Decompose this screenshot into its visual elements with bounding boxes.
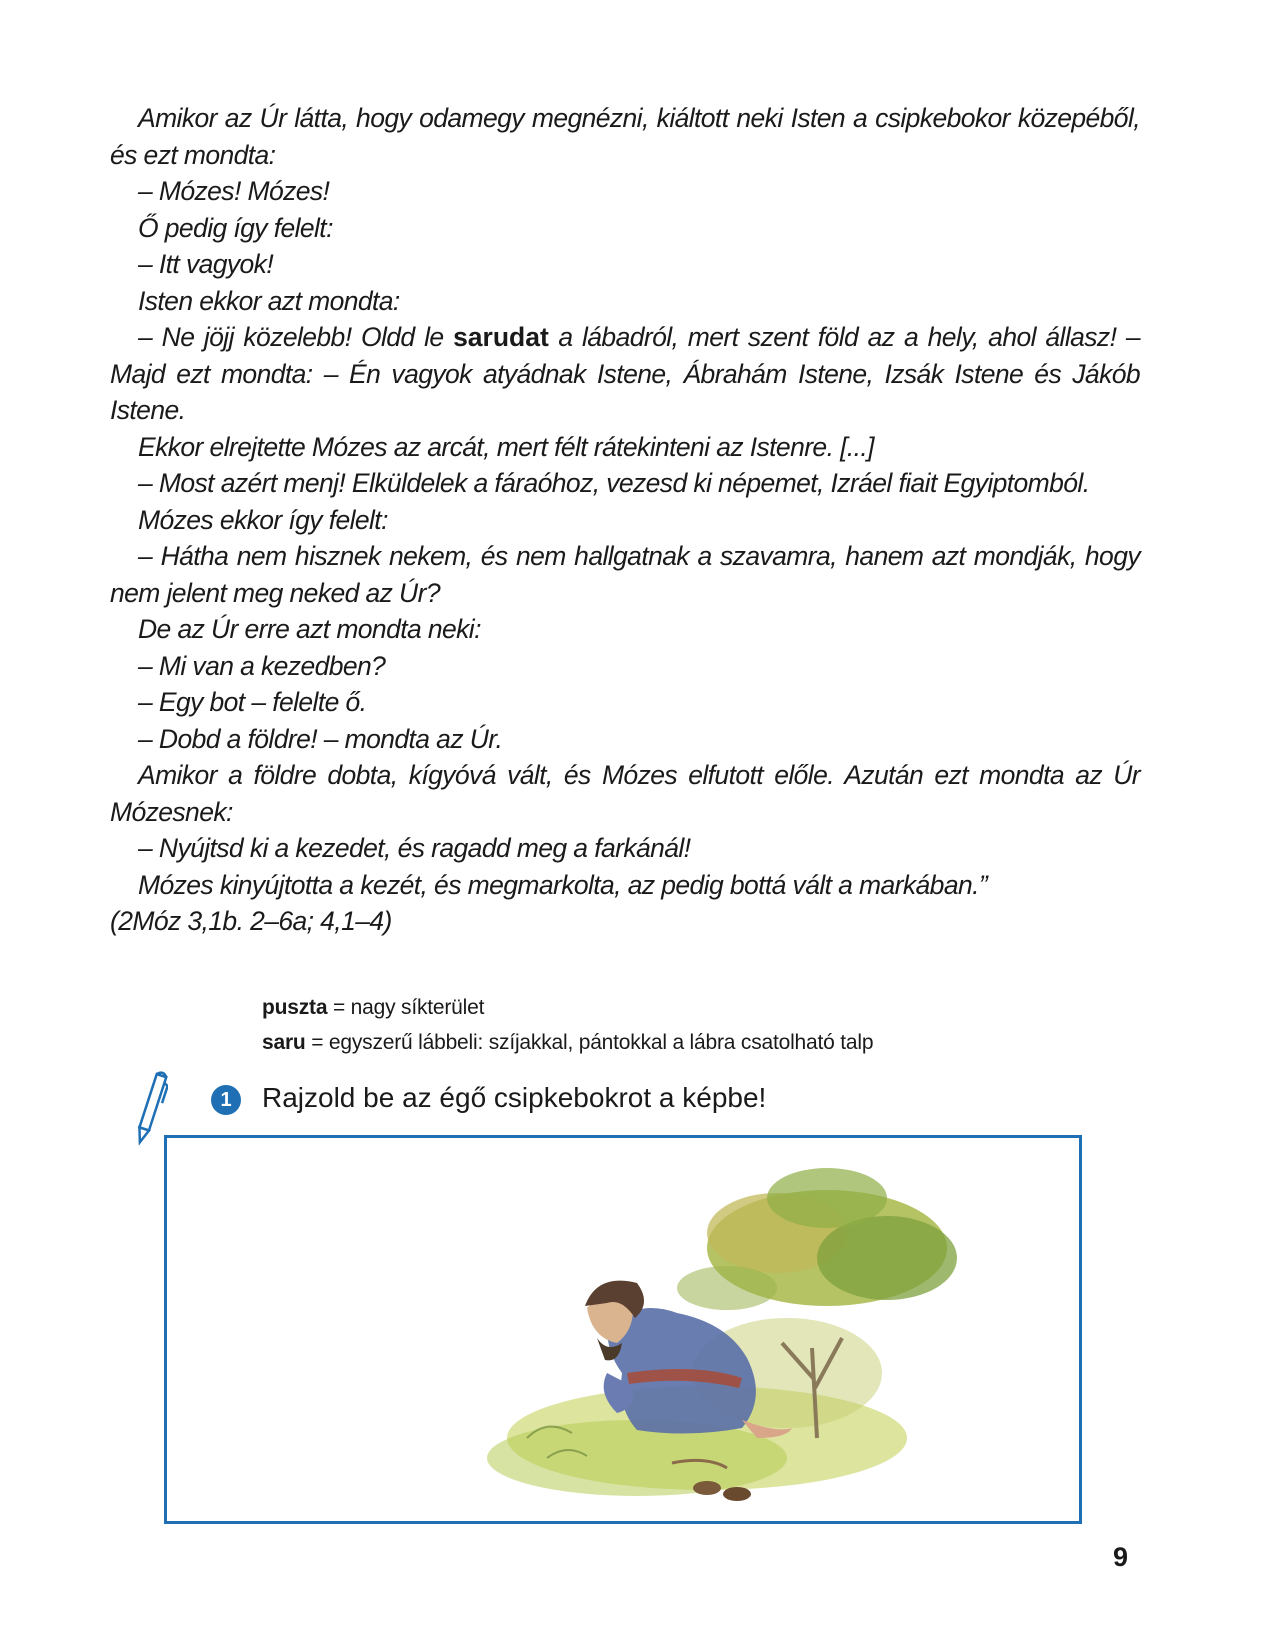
passage-paragraph: Amikor az Úr látta, hogy odamegy megnézni, kiáltott neki Isten a csipkebokor közepéből, és ezt mondta: (110, 103, 1140, 170)
glossary (262, 990, 873, 1060)
passage-paragraph: – Most azért menj! Elküldelek a fáraóhoz, vezesd ki népemet, Izráel fiait Egyiptomból. (138, 468, 1090, 498)
passage-paragraph: Ő pedig így felelt: (138, 212, 333, 243)
passage-text: – Ne jöjj közelebb! Oldd le (138, 322, 454, 352)
passage-paragraph: – Hátha nem hisznek nekem, és nem hallgatnak a szavamra, hanem azt mondják, hogy nem jelent meg neked az Úr? (110, 541, 1140, 608)
glossary-entry (262, 1025, 873, 1060)
passage-paragraph: – Nyújtsd ki a kezedet, és ragadd meg a farkánál! (138, 833, 691, 863)
moses-illustration (167, 1138, 1079, 1521)
passage-paragraph: – Egy bot – felelte ő. (138, 687, 367, 717)
passage-paragraph: Mózes kinyújtotta a kezét, és megmarkolta, az pedig bottá vált a markában.” (138, 869, 988, 900)
passage-paragraph: De az Úr erre azt mondta neki: (138, 614, 481, 644)
glossary-entry (262, 990, 873, 1025)
passage-text: a lábadról, mert szent föld az a hely, ahol állasz! – Majd ezt mondta: – Én vagyok atyádnak Istene, Ábrahám Istene, Izsák Istene és Jákób Istene. (110, 322, 1141, 425)
passage-paragraph: – Mózes! Mózes! (138, 176, 330, 206)
passage-paragraph (110, 319, 1140, 429)
drawing-area[interactable] (164, 1135, 1082, 1524)
pencil-icon (134, 1068, 168, 1153)
passage-paragraph: – Mi van a kezedben? (138, 650, 386, 681)
passage-paragraph: – Dobd a földre! – mondta az Úr. (138, 723, 503, 754)
page-number: 9 (1113, 1542, 1129, 1572)
task-instruction: Rajzold be az égő csipkebokrot a képbe! (262, 1082, 767, 1113)
passage-paragraph: Mózes ekkor így felelt: (138, 504, 388, 535)
highlighted-word: sarudat (453, 322, 549, 352)
glossary-term: saru (262, 1031, 306, 1054)
task-number-badge: 1 (211, 1085, 241, 1115)
passage-paragraph: Amikor a földre dobta, kígyóvá vált, és Mózes elfutott előle. Azután ezt mondta az Úr Mózesnek: (110, 760, 1140, 827)
bible-passage (110, 100, 1140, 940)
passage-paragraph: Isten ekkor azt mondta: (138, 285, 400, 316)
glossary-definition: = egyszerű lábbeli: szíjakkal, pántokkal a lábra csatolható talp (305, 1031, 874, 1054)
passage-reference: (2Móz 3,1b. 2–6a; 4,1–4) (110, 906, 392, 936)
passage-paragraph: Ekkor elrejtette Mózes az arcát, mert félt rátekinteni az Istenre. [...] (138, 431, 874, 462)
glossary-term: puszta (262, 996, 328, 1019)
glossary-definition: = nagy síkterület (327, 996, 485, 1019)
passage-paragraph: – Itt vagyok! (138, 249, 274, 279)
